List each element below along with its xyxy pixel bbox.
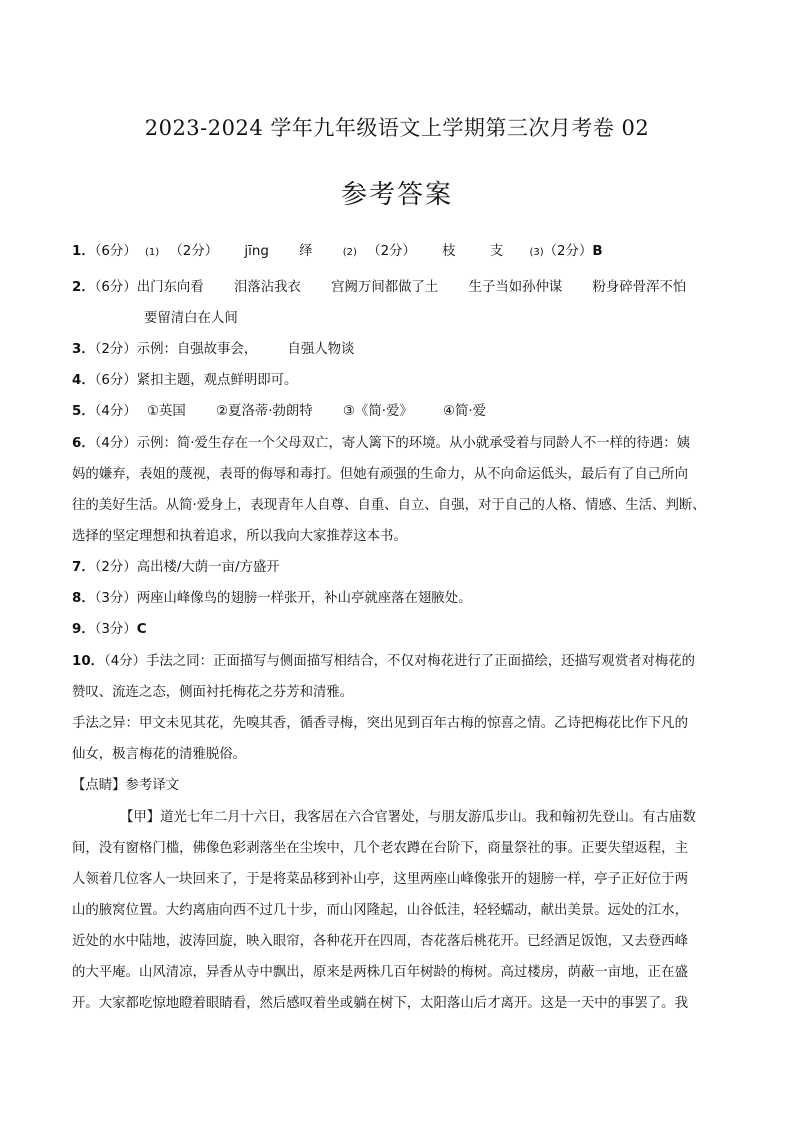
translation-block — [72, 802, 722, 1019]
answer-text: 粉身碎骨浑不怕 — [592, 280, 687, 295]
answer-text: B — [592, 244, 603, 259]
answer-line: 手法之异：甲文未见其花，先嗅其香，循香寻梅，突出见到百年古梅的惊喜之情。乙诗把梅花比作下凡的 — [72, 716, 688, 731]
answer-text: 宫阙万间都做了土 — [331, 280, 439, 295]
tip-heading: 【点睛】参考译文 — [72, 778, 180, 793]
answer-text: 手法之同：正面描写与侧面描写相结合，不仅对梅花进行了正面描绘，还描写观赏者对梅花的 — [146, 654, 696, 669]
answer-line — [72, 646, 722, 677]
question-score: （4分） — [104, 654, 147, 669]
answer-text: 示例：简·爱生存在一个父母双亡，寄人篱下的环境。从小就承受着与同龄人不一样的待遇：姨 — [136, 436, 690, 451]
question-number: 10． — [72, 654, 105, 669]
translation-line: 【甲】道光七年二月十六日，我客居在六合官署处，与朋友游瓜步山。我和翰初先登山。有古庙数 — [120, 810, 696, 825]
part-score: （2分） — [543, 244, 593, 259]
answer-q8 — [72, 589, 471, 609]
answer-text: ②夏洛蒂·勃朗特 — [216, 404, 313, 419]
answer-q9 — [72, 620, 147, 640]
answer-line: 选择的坚定理想和执着追求，所以我向大家推荐这本书。 — [72, 529, 407, 544]
answer-text: ①英国 — [146, 404, 186, 419]
answer-text: 枝 — [442, 244, 456, 259]
answer-q7 — [72, 558, 280, 578]
answer-text: 示例：自强故事会， — [136, 342, 258, 357]
answer-q10 — [72, 646, 722, 770]
answer-line: 往的美好生活。从简·爱身上，表现青年人自尊、自重、自立、自强，对于自己的人格、情感、生活、判断、 — [72, 498, 706, 513]
question-score: （6分） — [94, 244, 137, 259]
answer-line: 仙女，极言梅花的清雅脱俗。 — [72, 747, 247, 762]
answer-q1 — [72, 242, 603, 263]
question-score: （3分） — [94, 622, 137, 637]
answer-q5 — [72, 402, 486, 422]
question-score: （2分） — [94, 342, 137, 357]
translation-line: 间，没有窗格门槛，佛像色彩剥落坐在尘埃中，几个老农蹲在台阶下，商量祭社的事。正要失望返程，主 — [72, 841, 688, 856]
answer-line: 赞叹、流连之态，侧面衬托梅花之芬芳和清雅。 — [72, 685, 354, 700]
answer-line — [72, 428, 722, 459]
answer-text: 出门东向看 — [136, 280, 204, 295]
question-number: 4． — [72, 373, 95, 388]
question-score: （4分） — [94, 404, 137, 419]
question-number: 5． — [72, 404, 95, 419]
question-score: （6分） — [94, 280, 137, 295]
answer-text: 生子当如孙仲谋 — [468, 280, 563, 295]
answer-text: 要留清白在人间 — [144, 311, 238, 326]
question-score: （4分） — [94, 436, 137, 451]
translation-line: 山的腋窝位置。大约离庙向西不过几十步，而山冈隆起，山谷低洼，轻轻蠕动，献出美景。远处的江水， — [72, 903, 688, 918]
answer-text: 泪落沾我衣 — [233, 280, 301, 295]
question-number: 8． — [72, 591, 95, 606]
translation-line: 的大平庵。山风清凉，异香从寺中飘出，原来是两株几百年树龄的梅树。高过楼房，荫蔽一亩地，正在盛 — [72, 965, 688, 980]
answer-text: ③《简·爱》 — [342, 404, 413, 419]
part-score: （2分） — [169, 244, 219, 259]
answer-q2 — [72, 278, 686, 298]
question-number: 2． — [72, 280, 95, 295]
answer-text: 自强人物谈 — [287, 342, 355, 357]
part-label: (3) — [529, 247, 544, 258]
answer-line: 妈的嫌弃，表姐的蔑视，表哥的侮辱和毒打。但她有顽强的生命力，从不向命运低头，最后有了自己所向 — [72, 467, 688, 482]
answer-text: 高出楼/大荫一亩/方盛开 — [136, 560, 280, 575]
page-title: 2023-2024 学年九年级语文上学期第三次月考卷 02 — [144, 116, 650, 140]
answer-text: jīng — [244, 244, 269, 259]
part-score: （2分） — [367, 244, 416, 259]
part-label: (2) — [342, 247, 357, 258]
question-score: （2分） — [94, 560, 137, 575]
page-subtitle: 参考答案 — [340, 180, 453, 210]
question-number: 6． — [72, 436, 95, 451]
part-label: (1) — [144, 247, 160, 258]
answer-text: C — [136, 622, 147, 637]
answer-text: 紧扣主题，观点鲜明即可。 — [136, 373, 298, 388]
question-number: 7． — [72, 560, 95, 575]
translation-line: 近处的水中陆地，波涛回旋，映入眼帘，各种花开在四周，杏花落后桃花开。已经酒足饭饱，又去登西峰 — [72, 934, 688, 949]
translation-line: 人领着几位客人一块回来了，于是将菜品移到补山亭，这里两座山峰像张开的翅膀一样，亭子正好位于两 — [72, 872, 688, 887]
question-score: （3分） — [94, 591, 137, 606]
translation-line: 开。大家都吃惊地瞪着眼睛看，然后感叹着坐或躺在树下，太阳落山后才离开。这是一天中的事罢了。我 — [72, 996, 688, 1011]
question-number: 9． — [72, 622, 95, 637]
answer-text: 绎 — [299, 244, 313, 259]
answer-q3 — [72, 340, 354, 360]
answer-q6 — [72, 428, 722, 552]
question-number: 1． — [72, 244, 95, 259]
answer-q4 — [72, 371, 297, 391]
answer-text: 支 — [489, 244, 504, 259]
answer-text: ④简·爱 — [443, 404, 487, 419]
question-score: （6分） — [94, 373, 137, 388]
question-number: 3． — [72, 342, 95, 357]
answer-text: 两座山峰像鸟的翅膀一样张开，补山亭就座落在翅腋处。 — [136, 591, 472, 606]
